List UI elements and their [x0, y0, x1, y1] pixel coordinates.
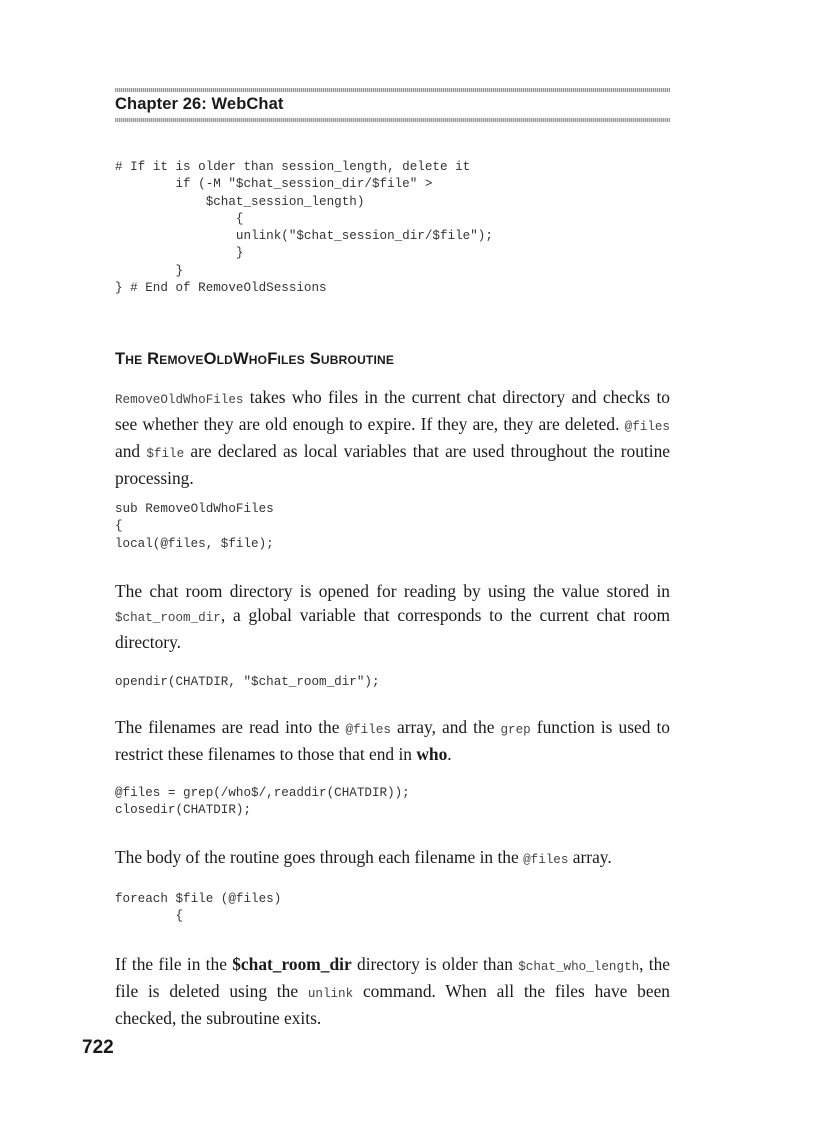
- inline-code: @files: [624, 420, 670, 434]
- paragraph-unlink: [115, 952, 670, 1030]
- paragraph-text: function is used to restrict these filenames to those that end in: [115, 717, 670, 764]
- inline-code: unlink: [307, 987, 354, 1001]
- code-block-sub-declaration: sub RemoveOldWhoFiles { local(@files, $file);: [115, 502, 274, 551]
- paragraph-opendir: [115, 579, 670, 654]
- inline-code: grep: [500, 723, 531, 737]
- paragraph-text: are declared as local variables that are used throughout the routine processing.: [115, 441, 670, 488]
- inline-code: @files: [523, 853, 569, 867]
- header-rule-top: [115, 88, 670, 92]
- paragraph-text: takes who files in the current chat directory and checks to see whether they are old enough to expire. If they are, they are deleted.: [115, 387, 670, 434]
- inline-code: $file: [146, 447, 185, 461]
- paragraph-text: array, and the: [390, 717, 501, 737]
- paragraph-foreach: [115, 845, 670, 872]
- bold-term: who: [416, 744, 448, 764]
- paragraph-text: , the file is deleted using the: [115, 954, 671, 1001]
- code-block-grep: @files = grep(/who$/,readdir(CHATDIR)); closedir(CHATDIR);: [115, 786, 410, 818]
- paragraph-text: The filenames are read into the: [115, 717, 346, 737]
- inline-code: $chat_room_dir: [115, 611, 221, 625]
- inline-code: RemoveOldWhoFiles: [115, 393, 244, 407]
- inline-code: $chat_who_length: [518, 960, 640, 974]
- code-block-opendir: opendir(CHATDIR, "$chat_room_dir");: [115, 675, 380, 689]
- paragraph-text: command. When all the files have been checked, the subroutine exits.: [115, 981, 671, 1028]
- paragraph-text: directory is older than: [351, 954, 519, 974]
- code-block-foreach: foreach $file (@files) {: [115, 892, 282, 924]
- paragraph-text: array.: [568, 847, 612, 867]
- paragraph-text: The body of the routine goes through each filename in the: [115, 847, 524, 867]
- paragraph-text: and: [115, 441, 147, 461]
- section-title: The RemoveOldWhoFiles Subroutine: [115, 350, 395, 368]
- paragraph-intro: [115, 385, 670, 490]
- code-block-remove-old-sessions: # If it is older than session_length, delete it if (-M "$chat_session_dir/$file" > $chat_session_length) { unlink("$chat_session_dir/$file"); } } } # End of RemoveOldSessions: [115, 160, 493, 296]
- paragraph-text: .: [447, 744, 452, 764]
- page-number: 722: [82, 1037, 114, 1058]
- paragraph-text: , a global variable that corresponds to the current chat room directory.: [115, 605, 670, 652]
- paragraph-grep: [115, 715, 670, 766]
- header-rule-bottom: [115, 118, 670, 122]
- bold-term: $chat_room_dir: [232, 954, 352, 974]
- inline-code: @files: [345, 723, 391, 737]
- paragraph-text: If the file in the: [115, 954, 233, 974]
- chapter-header: Chapter 26: WebChat: [115, 95, 284, 113]
- paragraph-text: The chat room directory is opened for reading by using the value stored in: [115, 581, 670, 601]
